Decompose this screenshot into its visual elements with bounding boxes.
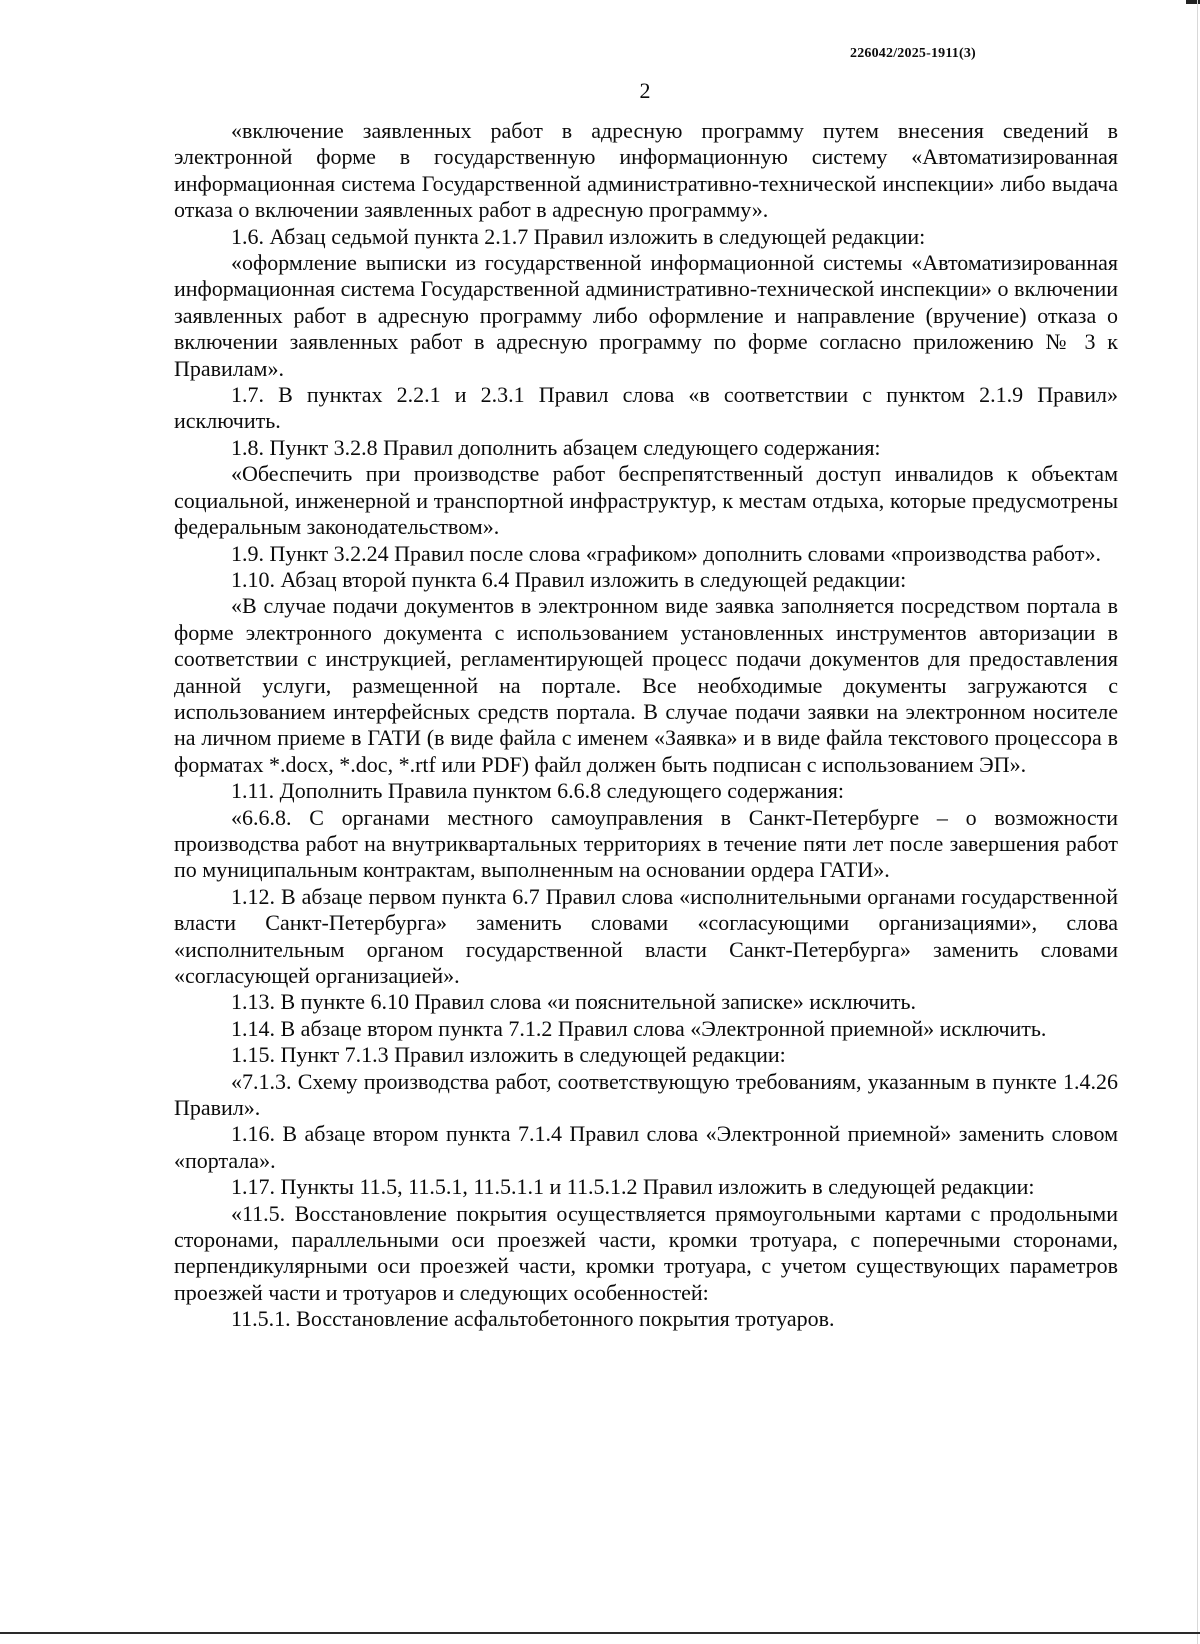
paragraph-1-10: 1.10. Абзац второй пункта 6.4 Правил изложить в следующей редакции: xyxy=(231,566,907,592)
paragraph-1-6-quote: «оформление выписки из государственной информационной системы «Автоматизированная информационная система Государственной административно-технической инспекции» о включении заявленных работ в адресную программу либо оформление и направление (вручение) отказа о включении заявленных работ в адресную программу по форме согласно приложению № 3 к Правилам». xyxy=(174,250,1118,381)
paragraph-1-13: 1.13. В пункте 6.10 Правил слова «и пояснительной записке» исключить. xyxy=(231,989,917,1015)
paragraph-1-15: 1.15. Пункт 7.1.3 Правил изложить в следующей редакции: xyxy=(231,1042,786,1068)
paragraph-1-14: 1.14. В абзаце втором пункта 7.1.2 Правил слова «Электронной приемной» исключить. xyxy=(231,1015,1047,1041)
paragraph-1-11: 1.11. Дополнить Правила пунктом 6.6.8 следующего содержания: xyxy=(231,778,845,804)
paragraph-1-9: 1.9. Пункт 3.2.24 Правил после слова «графиком» дополнить словами «производства работ». xyxy=(231,540,1101,566)
paragraph-11-5-1: 11.5.1. Восстановление асфальтобетонного покрытия тротуаров. xyxy=(231,1306,835,1332)
paragraph-1-12: 1.12. В абзаце первом пункта 6.7 Правил слова «исполнительными органами государственной власти Санкт-Петербурга» заменить словами «согласующими организациями», слова «исполнительным органом государственной власти Санкт-Петербурга» заменить словами «согласующей организацией». xyxy=(174,883,1118,988)
document-registration-number: 226042/2025-1911(3) xyxy=(850,46,976,61)
paragraph-1-11-quote: «6.6.8. С органами местного самоуправления в Санкт-Петербурге – о возможности производства работ на внутриквартальных территориях в течение пяти лет после завершения работ по муниципальным контрактам, выполненным на основании ордера ГАТИ». xyxy=(174,804,1118,883)
page-number: 2 xyxy=(639,78,651,103)
paragraph-1-8: 1.8. Пункт 3.2.8 Правил дополнить абзацем следующего содержания: xyxy=(231,434,881,460)
paragraph-1-6: 1.6. Абзац седьмой пункта 2.1.7 Правил изложить в следующей редакции: xyxy=(231,223,926,249)
paragraph-1-16: 1.16. В абзаце втором пункта 7.1.4 Правил слова «Электронной приемной» заменить словом «портала». xyxy=(174,1121,1118,1173)
paragraph-1-17-quote: «11.5. Восстановление покрытия осуществляется прямоугольными картами с продольными сторонами, параллельными оси проезжей части, кромки тротуара, с поперечными сторонами, перпендикулярными оси проезжей части, кромки тротуара, с учетом существующих параметров проезжей части и тротуаров и следующих особенностей: xyxy=(174,1200,1118,1305)
paragraph-1-5-continuation: «включение заявленных работ в адресную программу путем внесения сведений в электронной форме в государственную информационную систему «Автоматизированная информационная система Государственной административно-технической инспекции» либо выдача отказа о включении заявленных работ в адресную программу». xyxy=(174,118,1118,223)
scan-edge-line xyxy=(1197,0,1198,1644)
paragraph-1-17: 1.17. Пункты 11.5, 11.5.1, 11.5.1.1 и 11.5.1.2 Правил изложить в следующей редакции: xyxy=(231,1174,1035,1200)
paragraph-1-7: 1.7. В пунктах 2.2.1 и 2.3.1 Правил слова «в соответствии с пунктом 2.1.9 Правил» исключить. xyxy=(174,382,1118,434)
paragraph-1-15-quote: «7.1.3. Схему производства работ, соответствующую требованиям, указанным в пункте 1.4.26 Правил». xyxy=(174,1068,1118,1121)
scan-bottom-line xyxy=(0,1632,1200,1634)
paragraph-1-10-quote: «В случае подачи документов в электронном виде заявка заполняется посредством портала в форме электронного документа с использованием установленных инструментов авторизации в соответствии с инструкцией, регламентирующей процесс подачи документов для предоставления данной услуги, размещенной на портале. Все необходимые документы загружаются с использованием интерфейсных средств портала. В случае подачи заявки на электронном носителе на личном приеме в ГАТИ (в виде файла с именем «Заявка» и в виде файла текстового процессора в форматах *.docx, *.doc, *.rtf или PDF) файл должен быть подписан с использованием ЭП». xyxy=(174,593,1118,777)
document-body xyxy=(174,118,1118,1333)
paragraph-1-8-quote: «Обеспечить при производстве работ беспрепятственный доступ инвалидов к объектам социальной, инженерной и транспортной инфраструктур, к местам отдыха, которые предусмотрены федеральным законодательством». xyxy=(174,461,1118,540)
